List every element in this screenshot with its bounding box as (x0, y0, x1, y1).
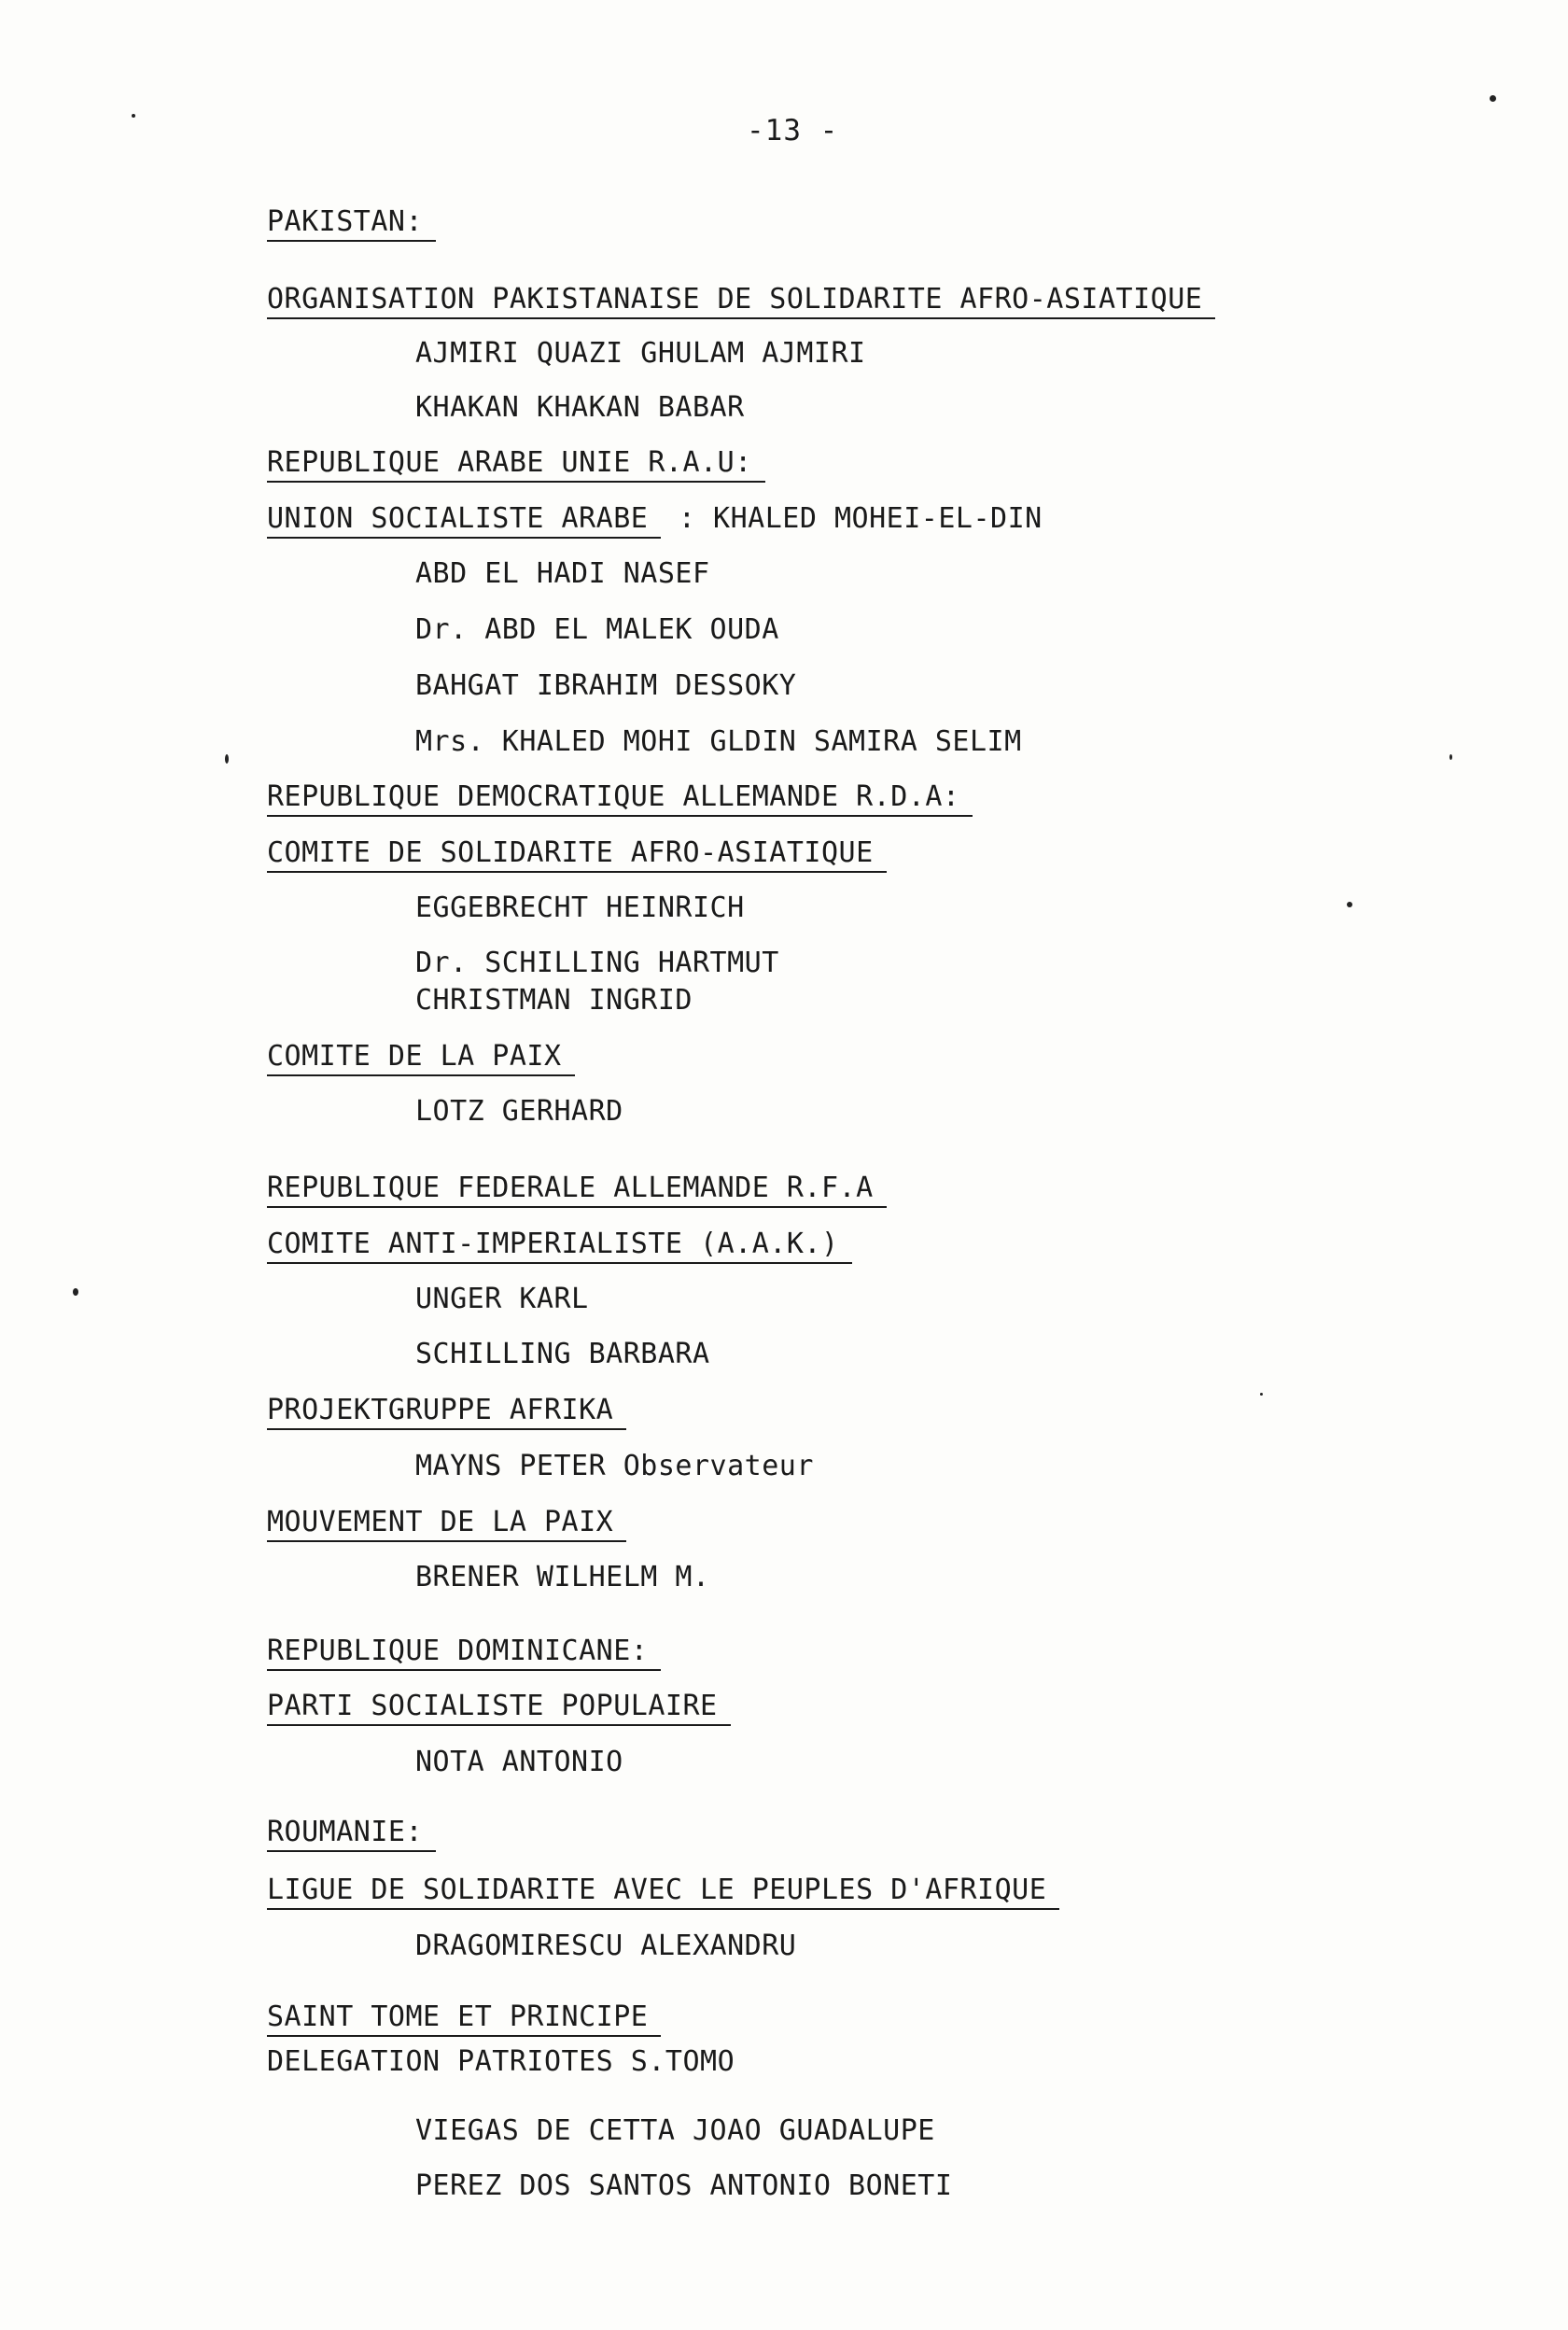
section-heading (267, 1394, 626, 1426)
scan-speck (132, 114, 135, 118)
scan-speck (1260, 1393, 1263, 1396)
section-heading (267, 836, 887, 869)
section-heading (267, 283, 1215, 316)
page-number: -13 - (747, 114, 839, 147)
section-heading (267, 1172, 887, 1204)
heading-text: REPUBLIQUE FEDERALE ALLEMANDE R.F.A (267, 1172, 887, 1208)
participant-name: VIEGAS DE CETTA JOAO GUADALUPE (415, 2114, 935, 2147)
section-heading (267, 780, 973, 813)
scan-speck (225, 754, 229, 764)
participant-name: AJMIRI QUAZI GHULAM AJMIRI (415, 337, 866, 370)
participant-name: NOTA ANTONIO (415, 1746, 623, 1778)
heading-text: MOUVEMENT DE LA PAIX (267, 1506, 626, 1542)
participant-name: DRAGOMIRESCU ALEXANDRU (415, 1930, 797, 1962)
heading-suffix: : KHALED MOHEI-EL-DIN (661, 502, 1043, 535)
participant-name: MAYNS PETER Observateur (415, 1450, 814, 1482)
section-heading (267, 1228, 852, 1260)
participant-name: CHRISTMAN INGRID (415, 984, 693, 1017)
heading-text: COMITE ANTI-IMPERIALISTE (A.A.K.) (267, 1228, 852, 1264)
section-heading (267, 502, 1043, 535)
scan-speck (1490, 95, 1496, 102)
heading-text: PAKISTAN: (267, 205, 436, 242)
section-heading (267, 1874, 1059, 1906)
participant-name: Dr. ABD EL MALEK OUDA (415, 613, 779, 646)
heading-text: ORGANISATION PAKISTANAISE DE SOLIDARITE AFRO-ASIATIQUE (267, 283, 1215, 319)
heading-text: COMITE DE SOLIDARITE AFRO-ASIATIQUE (267, 836, 887, 873)
heading-text: COMITE DE LA PAIX (267, 1040, 575, 1076)
delegation-label: DELEGATION PATRIOTES S.TOMO (267, 2045, 735, 2078)
participant-name: PEREZ DOS SANTOS ANTONIO BONETI (415, 2169, 953, 2202)
heading-text: PROJEKTGRUPPE AFRIKA (267, 1394, 626, 1430)
participant-name: Mrs. KHALED MOHI GLDIN SAMIRA SELIM (415, 725, 1022, 758)
participant-name: BAHGAT IBRAHIM DESSOKY (415, 669, 797, 702)
scan-speck (1449, 754, 1452, 760)
heading-text: REPUBLIQUE DOMINICANE: (267, 1635, 661, 1671)
section-heading (267, 1690, 731, 1722)
section-heading (267, 205, 436, 238)
heading-text: PARTI SOCIALISTE POPULAIRE (267, 1690, 731, 1726)
heading-text: LIGUE DE SOLIDARITE AVEC LE PEUPLES D'AFRIQUE (267, 1874, 1059, 1910)
participant-name: BRENER WILHELM M. (415, 1561, 710, 1593)
participant-name: UNGER KARL (415, 1283, 589, 1315)
participant-name: SCHILLING BARBARA (415, 1338, 710, 1370)
heading-text: REPUBLIQUE ARABE UNIE R.A.U: (267, 446, 765, 483)
participant-name: KHAKAN KHAKAN BABAR (415, 391, 745, 424)
heading-text: SAINT TOME ET PRINCIPE (267, 2000, 661, 2037)
scan-speck (1347, 902, 1352, 907)
section-heading (267, 446, 765, 479)
heading-text: UNION SOCIALISTE ARABE (267, 502, 661, 539)
section-heading (267, 1506, 626, 1538)
section-heading (267, 1635, 661, 1667)
heading-text: ROUMANIE: (267, 1816, 436, 1852)
participant-name: Dr. SCHILLING HARTMUT (415, 947, 779, 979)
section-heading (267, 1816, 436, 1848)
participant-name: LOTZ GERHARD (415, 1095, 623, 1128)
section-heading (267, 2000, 661, 2033)
participant-name: EGGEBRECHT HEINRICH (415, 891, 745, 924)
section-heading (267, 1040, 575, 1073)
heading-text: REPUBLIQUE DEMOCRATIQUE ALLEMANDE R.D.A: (267, 780, 973, 817)
participant-name: ABD EL HADI NASEF (415, 557, 710, 590)
scan-speck (73, 1288, 78, 1296)
